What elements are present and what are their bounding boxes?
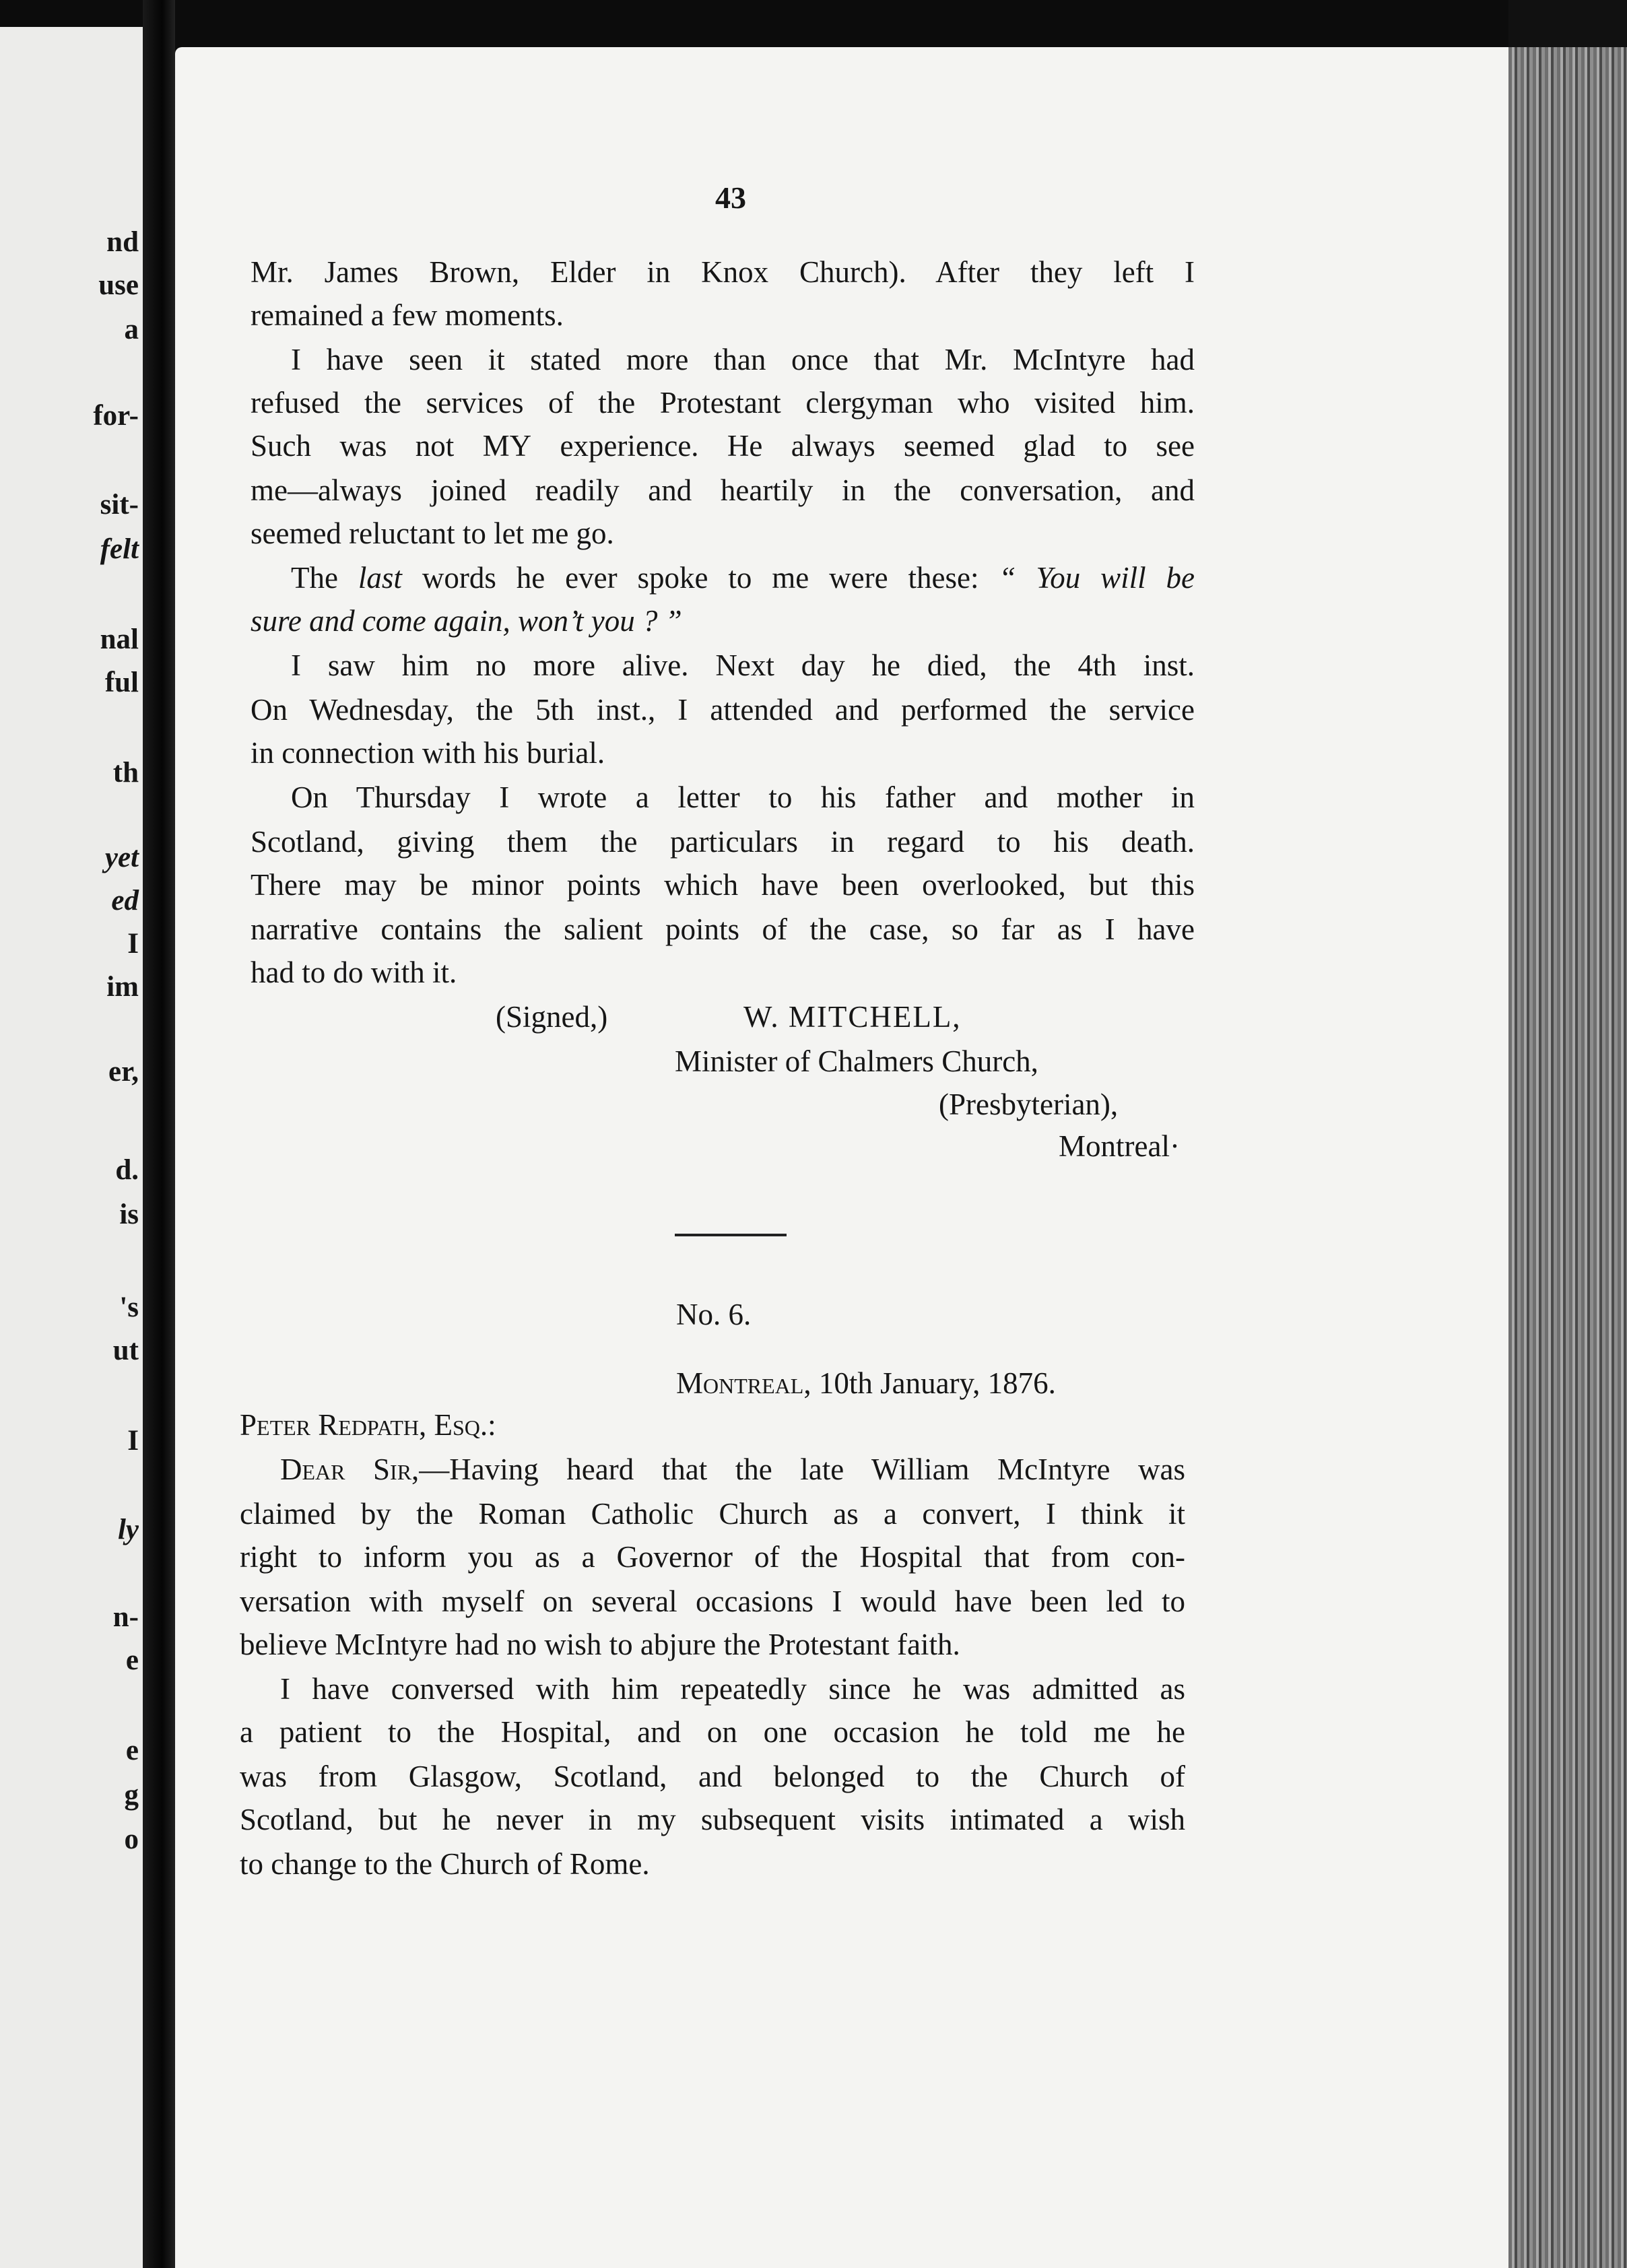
margin-fragment: 's (119, 1292, 139, 1323)
margin-fragment: ut (112, 1335, 139, 1366)
page-number: 43 (715, 180, 746, 215)
letter-greeting: Dear Sir, (280, 1453, 420, 1486)
margin-fragment: n- (112, 1601, 139, 1633)
text-line: claimed by the Roman Catholic Church as a convert, I think it (240, 1497, 1185, 1531)
quotation-italic: sure and come again, won’t you ? ” (251, 604, 682, 638)
text-line: Scotland, giving them the particulars in regard to his death. (251, 825, 1195, 859)
text-line: believe McIntyre had no wish to abjure the Protestant faith. (240, 1628, 960, 1661)
emphasis-italic: last (358, 561, 402, 595)
text-line: a patient to the Hospital, and on one occasion he told me he (240, 1715, 1185, 1749)
signed-label: (Signed,) (496, 1000, 608, 1034)
text-line (280, 1448, 1185, 1491)
margin-fragment: im (106, 971, 139, 1003)
text-line: I saw him no more alive. Next day he died, the 4th inst. (291, 648, 1195, 682)
margin-fragment: sit- (100, 489, 139, 521)
text-line: versation with myself on several occasions I would have been led to (240, 1585, 1185, 1618)
text-line: refused the services of the Protestant clergyman who visited him. (251, 386, 1195, 420)
margin-fragment: is (119, 1199, 139, 1230)
document-number: No. 6. (676, 1298, 752, 1331)
text-span: —Having heard that the late William McIntyre was (419, 1453, 1185, 1486)
text-line: to change to the Church of Rome. (240, 1847, 650, 1881)
margin-fragment: nal (100, 624, 139, 655)
text-line: had to do with it. (251, 956, 457, 989)
text-line: right to inform you as a Governor of the Hospital that from con- (240, 1540, 1185, 1574)
text-line: narrative contains the salient points of the case, so far as I have (251, 912, 1195, 946)
text-line (251, 424, 1195, 467)
margin-fragment: ful (104, 667, 139, 698)
dateline-date: 10th January, 1876. (818, 1366, 1056, 1400)
addressee (240, 1403, 496, 1446)
margin-fragment: d. (115, 1154, 139, 1186)
signatory-denomination: (Presbyterian), (939, 1088, 1119, 1121)
previous-page-margin (0, 27, 143, 2268)
margin-fragment: yet (104, 842, 139, 873)
text-span: Such was not (251, 429, 455, 463)
margin-fragment: nd (106, 226, 139, 258)
margin-fragment: o (124, 1824, 139, 1855)
signatory-city: Montreal· (1059, 1129, 1180, 1163)
text-line (291, 556, 1195, 599)
text-line: was from Glasgow, Scotland, and belonged to the Church of (240, 1760, 1185, 1793)
dateline-place: Montreal, (676, 1366, 811, 1400)
margin-fragment: th (112, 757, 139, 789)
text-line: Mr. James Brown, Elder in Knox Church). After they left I (251, 255, 1195, 289)
text-line: me—always joined readily and heartily in the conversation, and (251, 473, 1195, 507)
margin-fragment: a (124, 314, 139, 345)
text-line: remained a few moments. (251, 298, 564, 332)
text-span: words he ever spoke to me were these: (422, 561, 979, 595)
addressee-suffix: Esq. (434, 1408, 488, 1442)
margin-fragment: I (127, 1425, 139, 1457)
margin-fragment: ed (111, 885, 139, 916)
text-line: On Thursday I wrote a letter to his father and mother in (291, 780, 1195, 814)
page-block-edge (1508, 47, 1627, 2268)
text-line: in connection with his burial. (251, 736, 605, 770)
text-span: The (291, 561, 338, 595)
margin-fragment: use (98, 269, 139, 301)
text-line: seemed reluctant to let me go. (251, 516, 614, 550)
text-span: experience. He always seemed glad to see (560, 429, 1195, 463)
margin-fragment: er, (108, 1056, 139, 1088)
book-gutter (143, 0, 175, 2268)
text-line: I have seen it stated more than once that Mr. McIntyre had (291, 343, 1195, 376)
dateline (676, 1362, 1056, 1405)
addressee-punct: : (488, 1408, 496, 1442)
margin-fragment: e (125, 1735, 139, 1766)
section-divider (675, 1234, 787, 1236)
margin-fragment: g (124, 1779, 139, 1811)
quotation-italic: “ You will be (999, 561, 1195, 595)
margin-fragment: felt (100, 533, 139, 565)
signatory-title: Minister of Chalmers Church, (675, 1044, 1038, 1078)
text-line (251, 599, 1195, 642)
margin-fragment: e (125, 1644, 139, 1676)
scan-background (1508, 0, 1627, 47)
emphasis-smallcaps: MY (482, 429, 532, 463)
text-line: There may be minor points which have been overlooked, but this (251, 868, 1195, 902)
text-line: I have conversed with him repeatedly since he was admitted as (280, 1672, 1185, 1706)
margin-fragment: I (127, 928, 139, 960)
text-line: On Wednesday, the 5th inst., I attended and performed the service (251, 693, 1195, 727)
addressee-name: Peter Redpath, (240, 1408, 427, 1442)
text-line: Scotland, but he never in my subsequent visits intimated a wish (240, 1803, 1185, 1836)
margin-fragment: ly (117, 1514, 139, 1545)
signatory-name: W. MITCHELL, (743, 1000, 962, 1034)
margin-fragment: for- (93, 400, 139, 432)
